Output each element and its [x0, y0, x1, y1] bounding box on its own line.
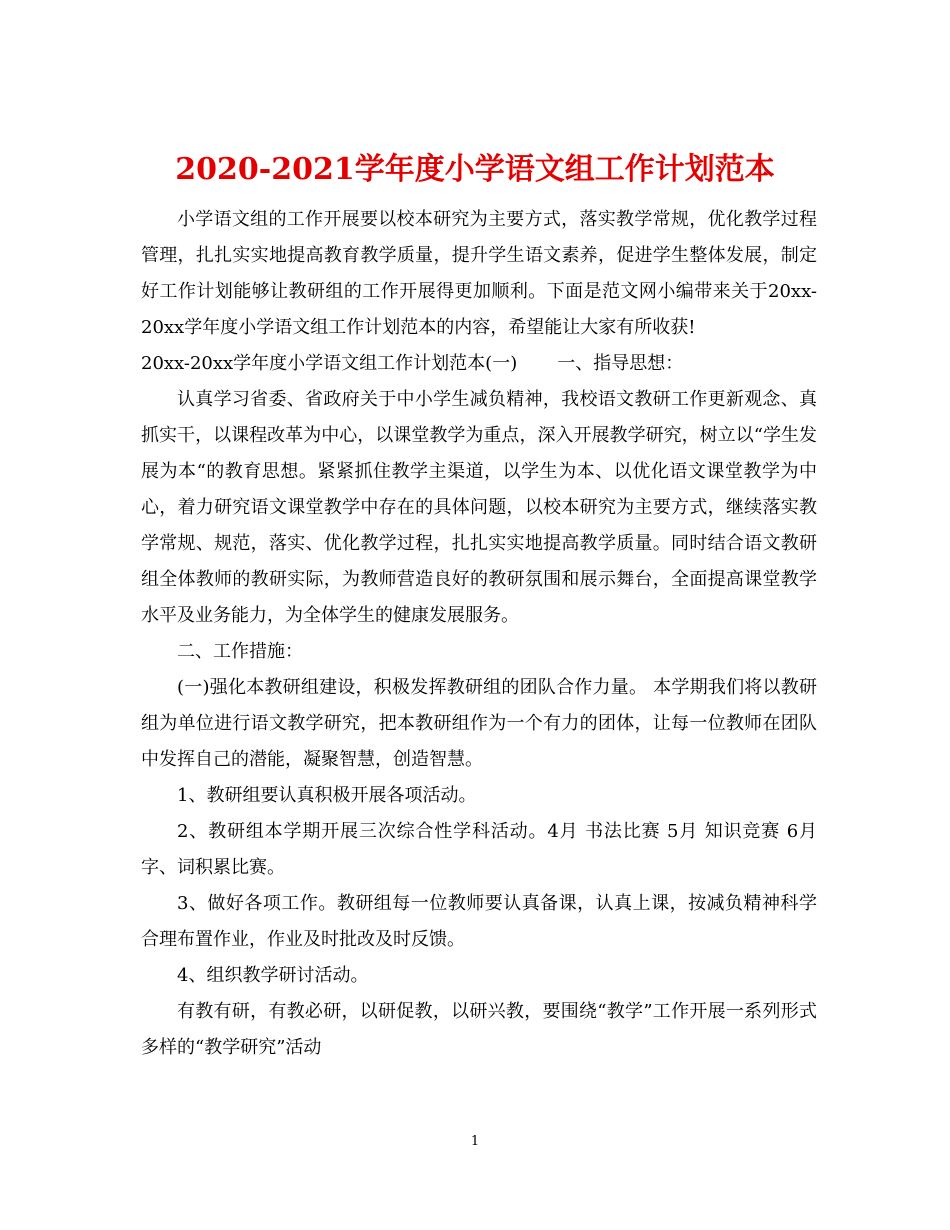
page-number: 1	[470, 1134, 480, 1149]
section-heading-guiding-ideology: 一、指导思想：	[557, 353, 684, 374]
section-heading-work-measures: 二、工作措施：	[177, 641, 303, 662]
measure-one-paragraph: (一)强化本教研组建设，积极发挥教研组的团队合作力量。 本学期我们将以教研组为单位进行语文教学研究，把本教研组作为一个有力的团体，让每一位教师在团队中发挥自己的潜能，凝聚智慧，创造智慧。	[141, 677, 817, 770]
closing-paragraph: 有教有研，有教必研，以研促教，以研兴教，要围绕“教学”工作开展一系列形式多样的“教学研究”活动	[141, 1001, 817, 1058]
list-item-4: 4、组织教学研讨活动。	[177, 965, 369, 986]
list-item-3: 3、做好各项工作。教研组每一位教师要认真备课，认真上课，按减负精神科学合理布置作业，作业及时批改及时反馈。	[141, 893, 817, 950]
document-body	[141, 202, 817, 1066]
list-item-1: 1、教研组要认真积极开展各项活动。	[177, 785, 477, 806]
document-title: 2020-2021学年度小学语文组工作计划范本	[175, 152, 775, 188]
plan-subtitle-line	[141, 346, 817, 382]
intro-paragraph: 小学语文组的工作开展要以校本研究为主要方式，落实教学常规，优化教学过程管理，扎扎实实地提高教育教学质量，提升学生语文素养，促进学生整体发展，制定好工作计划能够让教研组的工作开展得更加顺利。下面是范文网小编带来关于20xx-20xx学年度小学语文组工作计划范本的内容，希望能让大家有所收获!	[141, 209, 817, 338]
plan-subtitle: 20xx-20xx学年度小学语文组工作计划范本(一)	[141, 353, 518, 374]
guiding-ideology-paragraph: 认真学习省委、省政府关于中小学生减负精神，我校语文教研工作更新观念、真抓实干，以课程改革为中心，以课堂教学为重点，深入开展教学研究，树立以“学生发展为本“的教育思想。紧紧抓住教学主渠道，以学生为本、以优化语文课堂教学为中心，着力研究语文课堂教学中存在的具体问题，以校本研究为主要方式，继续落实教学常规、规范，落实、优化教学过程，扎扎实实地提高教学质量。同时结合语文教研组全体教师的教研实际，为教师营造良好的教研氛围和展示舞台，全面提高课堂教学水平及业务能力，为全体学生的健康发展服务。	[141, 389, 817, 626]
list-item-2: 2、教研组本学期开展三次综合性学科活动。4月 书法比赛 5月 知识竞赛 6月 字、词积累比赛。	[141, 821, 817, 878]
